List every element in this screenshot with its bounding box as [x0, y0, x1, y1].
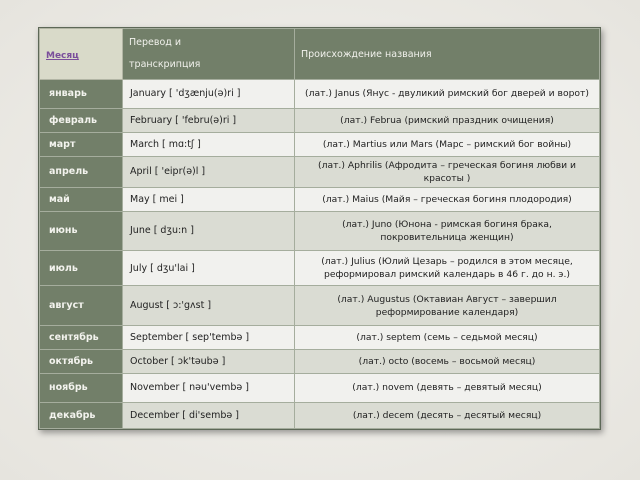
translation-cell: April [ 'eipr(ə)l ] — [123, 156, 295, 187]
origin-cell: (лат.) Martius или Mars (Марс – римский бог войны) — [295, 132, 600, 156]
origin-cell: (лат.) Julius (Юлий Цезарь – родился в этом месяце, реформировал римский календарь в 46 г. до н. э.) — [295, 251, 600, 286]
translation-cell: August [ ɔ:'gʌst ] — [123, 286, 295, 326]
header-month[interactable] — [40, 29, 123, 80]
translation-cell: January [ 'dʒænju(ə)ri ] — [123, 80, 295, 109]
table-row — [40, 325, 600, 349]
origin-cell: (лат.) decem (десять – десятый месяц) — [295, 402, 600, 428]
translation-cell: September [ sep'tembə ] — [123, 325, 295, 349]
translation-cell: March [ mɑ:tʃ ] — [123, 132, 295, 156]
table-row — [40, 156, 600, 187]
month-cell: январь — [40, 80, 123, 109]
origin-cell: (лат.) Maius (Майя – греческая богиня плодородия) — [295, 187, 600, 211]
header-month-link[interactable]: Месяц — [46, 51, 79, 61]
table-row — [40, 349, 600, 373]
month-cell: февраль — [40, 108, 123, 132]
translation-cell: October [ ɔk'təubə ] — [123, 349, 295, 373]
month-cell: май — [40, 187, 123, 211]
translation-cell: May [ mei ] — [123, 187, 295, 211]
table-row — [40, 80, 600, 109]
origin-cell: (лат.) Augustus (Октавиан Август – завершил реформирование календаря) — [295, 286, 600, 326]
table-row — [40, 187, 600, 211]
month-cell: август — [40, 286, 123, 326]
months-table — [39, 28, 600, 429]
month-cell: октябрь — [40, 349, 123, 373]
origin-cell: (лат.) septem (семь – седьмой месяц) — [295, 325, 600, 349]
translation-cell: February [ 'febru(ə)ri ] — [123, 108, 295, 132]
table-row — [40, 108, 600, 132]
table-row — [40, 132, 600, 156]
table-row — [40, 211, 600, 251]
translation-cell: June [ dʒu:n ] — [123, 211, 295, 251]
origin-cell: (лат.) Janus (Янус - двуликий римский бог дверей и ворот) — [295, 80, 600, 109]
origin-cell: (лат.) octo (восемь – восьмой месяц) — [295, 349, 600, 373]
table-row — [40, 402, 600, 428]
translation-cell: December [ di'sembə ] — [123, 402, 295, 428]
month-cell: июль — [40, 251, 123, 286]
origin-cell: (лат.) Aphrilis (Афродита – греческая богиня любви и красоты ) — [295, 156, 600, 187]
header-translation — [123, 29, 295, 80]
header-translation-line2: транскрипция — [129, 59, 201, 70]
header-translation-line1: Перевод и — [129, 37, 182, 48]
table-row — [40, 251, 600, 286]
origin-cell: (лат.) novem (девять – девятый месяц) — [295, 374, 600, 403]
month-cell: апрель — [40, 156, 123, 187]
origin-cell: (лат.) Februa (римский праздник очищения) — [295, 108, 600, 132]
table-header-row — [40, 29, 600, 80]
translation-cell: July [ dʒu'lai ] — [123, 251, 295, 286]
table-row — [40, 374, 600, 403]
months-table-container — [38, 27, 601, 430]
month-cell: декабрь — [40, 402, 123, 428]
month-cell: ноябрь — [40, 374, 123, 403]
origin-cell: (лат.) Juno (Юнона - римская богиня брака, покровительница женщин) — [295, 211, 600, 251]
table-row — [40, 286, 600, 326]
month-cell: сентябрь — [40, 325, 123, 349]
translation-cell: November [ nəu'vembə ] — [123, 374, 295, 403]
month-cell: март — [40, 132, 123, 156]
header-origin: Происхождение названия — [295, 29, 600, 80]
month-cell: июнь — [40, 211, 123, 251]
